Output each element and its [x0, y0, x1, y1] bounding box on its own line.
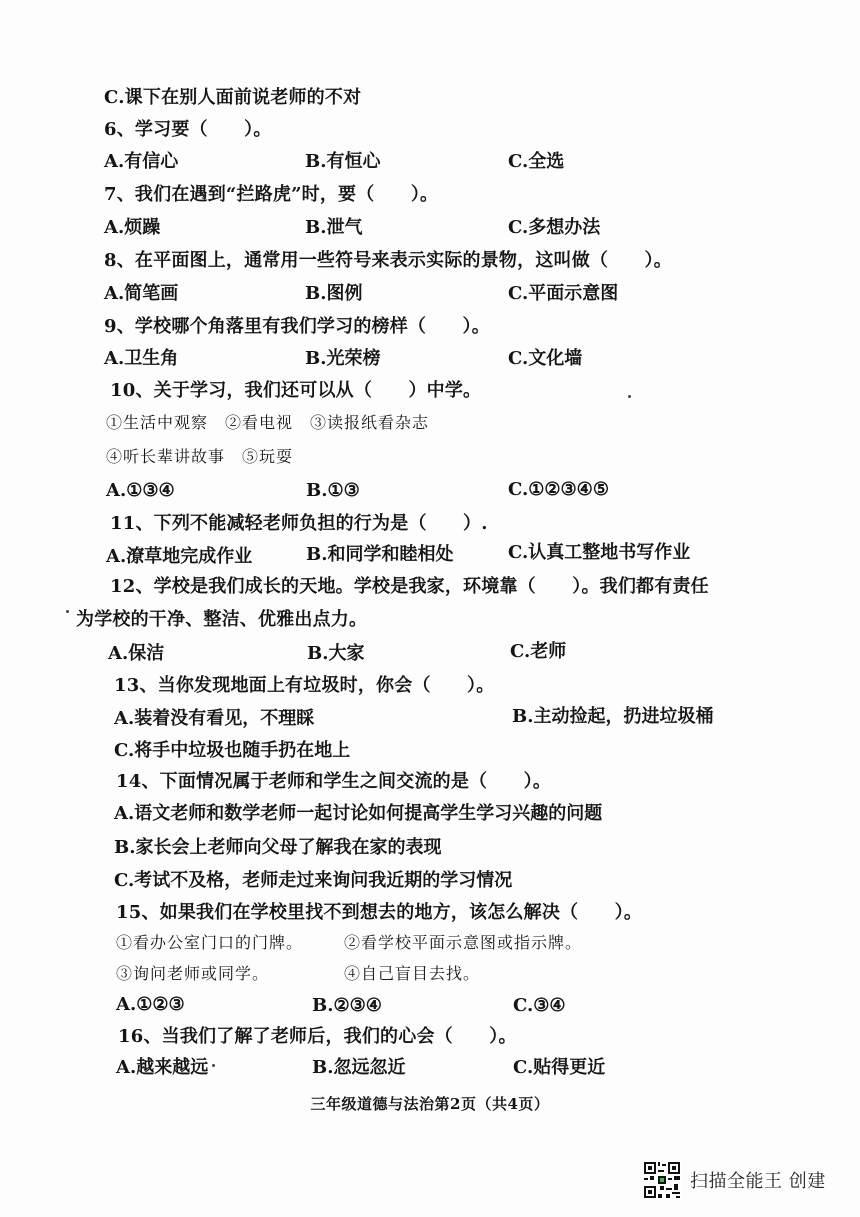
question-13: 13、当你发现地面上有垃圾时，你会（ ）。	[114, 675, 495, 696]
question-7: 7、我们在遇到“拦路虎”时，要（ ）。	[104, 184, 439, 205]
question-11: 11、下列不能减轻老师负担的行为是（ ）.	[110, 513, 488, 534]
scan-speck	[212, 1064, 215, 1067]
q15-choice-1: ①看办公室门口的门牌。	[116, 933, 304, 952]
question-16: 16、当我们了解了老师后，我们的心会（ ）。	[118, 1026, 517, 1047]
q10-option-a: A.①③④	[106, 480, 175, 501]
q15-choice-3: ③询问老师或同学。	[116, 964, 270, 983]
q7-option-a: A.烦躁	[104, 217, 161, 238]
question-14: 14、下面情况属于老师和学生之间交流的是（ ）。	[116, 771, 552, 792]
q13-option-a: A.装着没有看见，不理睬	[114, 708, 315, 729]
qr-code-icon	[642, 1160, 682, 1200]
q11-option-a: A.潦草地完成作业	[106, 546, 253, 567]
q7-option-b: B.泄气	[305, 217, 363, 238]
q6-option-a: A.有信心	[104, 151, 179, 172]
q8-option-c: C.平面示意图	[508, 283, 619, 304]
q8-option-a: A.简笔画	[104, 283, 179, 304]
scanner-watermark	[642, 1160, 826, 1200]
q9-option-c: C.文化墙	[508, 348, 583, 369]
q8-option-b: B.图例	[305, 283, 363, 304]
q10-choices-line-1: ①生活中观察 ②看电视 ③读报纸看杂志	[106, 413, 430, 432]
q11-option-b: B.和同学和睦相处	[306, 544, 454, 565]
q11-option-c: C.认真工整地书写作业	[508, 542, 691, 563]
q13-option-b: B.主动捡起，扔进垃圾桶	[512, 706, 714, 727]
watermark-text: 扫描全能王 创建	[690, 1171, 826, 1192]
q5-option-c: C.课下在别人面前说老师的不对	[104, 87, 362, 108]
question-8: 8、在平面图上，通常用一些符号来表示实际的景物，这叫做（ ）。	[104, 250, 672, 271]
q15-choice-4: ④自己盲目去找。	[344, 964, 481, 983]
question-12-continued: 为学校的干净、整洁、优雅出点力。	[76, 609, 368, 630]
scan-speck	[628, 395, 631, 398]
q15-choice-2: ②看学校平面示意图或指示牌。	[344, 933, 583, 952]
q15-option-c: C.③④	[513, 995, 566, 1016]
q10-choices-line-2: ④听长辈讲故事 ⑤玩耍	[106, 447, 294, 466]
q6-option-c: C.全选	[508, 151, 565, 172]
question-9: 9、学校哪个角落里有我们学习的榜样（ ）。	[104, 316, 490, 337]
page-footer: 三年级道德与法治第2页（共4页）	[310, 1095, 550, 1113]
question-12: 12、学校是我们成长的天地。学校是我家，环境靠（ ）。我们都有责任	[110, 576, 709, 597]
q16-option-b: B.忽远忽近	[312, 1057, 406, 1078]
q9-option-b: B.光荣榜	[305, 348, 381, 369]
q14-option-b: B.家长会上老师向父母了解我在家的表现	[114, 837, 442, 858]
scan-speck	[66, 610, 69, 613]
q7-option-c: C.多想办法	[508, 217, 601, 238]
q9-option-a: A.卫生角	[104, 348, 179, 369]
question-6: 6、学习要（ ）。	[104, 119, 272, 140]
q12-option-a: A.保洁	[108, 643, 165, 664]
q12-option-c: C.老师	[510, 641, 567, 662]
q12-option-b: B.大家	[307, 643, 365, 664]
q16-option-a: A.越来越远	[116, 1057, 209, 1078]
q16-option-c: C.贴得更近	[513, 1057, 606, 1078]
question-10: 10、关于学习，我们还可以从（ ）中学。	[110, 380, 482, 401]
q15-option-b: B.②③④	[312, 995, 382, 1016]
q10-option-c: C.①②③④⑤	[508, 479, 609, 500]
q14-option-c: C.考试不及格，老师走过来询问我近期的学习情况	[114, 870, 513, 891]
q14-option-a: A.语文老师和数学老师一起讨论如何提高学生学习兴趣的问题	[114, 803, 603, 824]
q10-option-b: B.①③	[306, 480, 360, 501]
question-15: 15、如果我们在学校里找不到想去的地方，该怎么解决（ ）。	[116, 902, 643, 923]
q6-option-b: B.有恒心	[305, 151, 381, 172]
q13-option-c: C.将手中垃圾也随手扔在地上	[114, 740, 351, 761]
q15-option-a: A.①②③	[116, 994, 185, 1015]
